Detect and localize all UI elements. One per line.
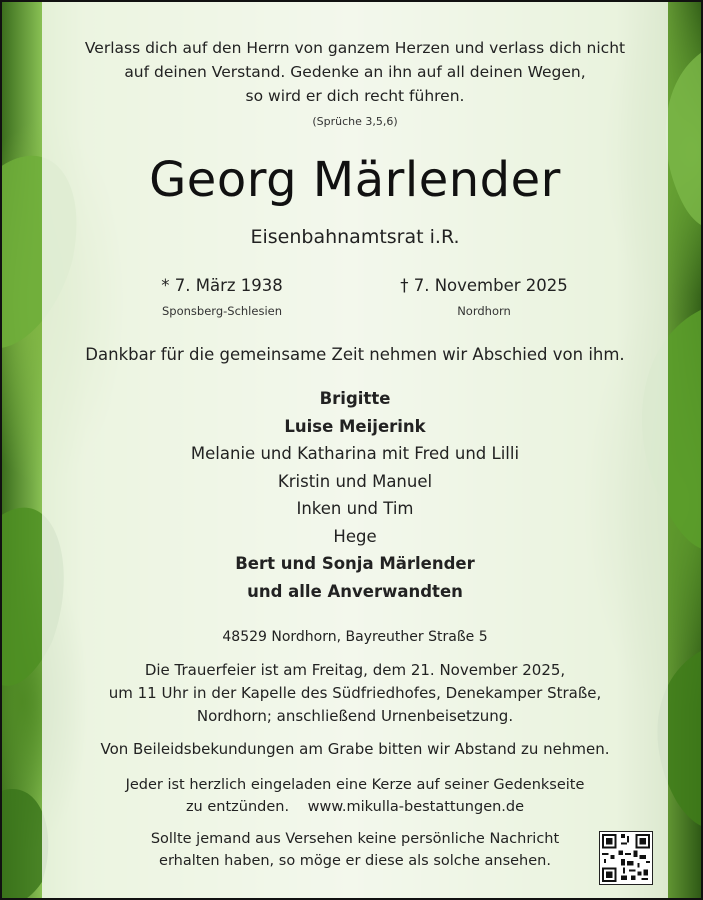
service-line: Nordhorn; anschließend Urnenbeisetzung. [196, 707, 514, 725]
verse-line: Verlass dich auf den Herrn von ganzem Herzen und verlass dich nicht [84, 39, 626, 57]
notice-text [42, 828, 668, 872]
family-member: Inken und Tim [296, 499, 414, 518]
family-member: Luise Meijerink [284, 416, 426, 436]
candle-invitation [42, 774, 668, 818]
candle-line-text: zu entzünden. [185, 799, 290, 815]
deceased-title: Eisenbahnamtsrat i.R. [250, 226, 460, 248]
birth-date: * 7. März 1938 [161, 276, 283, 295]
candle-line-2 [42, 796, 668, 818]
service-line: Die Trauerfeier ist am Freitag, dem 21. November 2025, [144, 661, 566, 679]
death-date: † 7. November 2025 [400, 276, 568, 295]
verse-line: so wird er dich recht führen. [245, 87, 465, 105]
birth-place: Sponsberg-Schlesien [162, 304, 282, 318]
address: 48529 Nordhorn, Bayreuther Straße 5 [222, 629, 488, 645]
deceased-name: Georg Märlender [149, 152, 561, 208]
family-member: Hege [333, 526, 377, 546]
family-member: Melanie und Katharina mit Fred und Lilli [190, 444, 520, 463]
service-line: um 11 Uhr in der Kapelle des Südfriedhofes, Denekamper Straße, [108, 684, 602, 702]
qr-code-icon[interactable] [599, 831, 653, 885]
website-link[interactable]: www.mikulla-bestattungen.de [307, 799, 525, 815]
notice-line: erhalten haben, so möge er diese als solche ansehen. [159, 853, 551, 869]
family-member: Kristin und Manuel [277, 471, 433, 491]
family-member: Brigitte [319, 389, 391, 408]
bible-verse [42, 36, 668, 108]
condolence-request: Von Beileidsbekundungen am Grabe bitten wir Abstand zu nehmen. [100, 740, 610, 758]
obituary-content [42, 2, 668, 900]
thanks-text: Dankbar für die gemeinsame Zeit nehmen wir Abschied von ihm. [85, 345, 625, 364]
service-info [42, 659, 668, 728]
family-member: Bert und Sonja Märlender [235, 554, 475, 573]
family-member: und alle Anverwandten [247, 581, 463, 601]
candle-line: Jeder ist herzlich eingeladen eine Kerze auf seiner Gedenkseite [125, 777, 585, 793]
family-list [42, 385, 668, 605]
verse-line: auf deinen Verstand. Gedenke an ihn auf all deinen Wegen, [124, 63, 586, 81]
death-place: Nordhorn [457, 304, 511, 318]
notice-line: Sollte jemand aus Versehen keine persönliche Nachricht [150, 831, 560, 847]
verse-reference: (Sprüche 3,5,6) [312, 115, 398, 128]
